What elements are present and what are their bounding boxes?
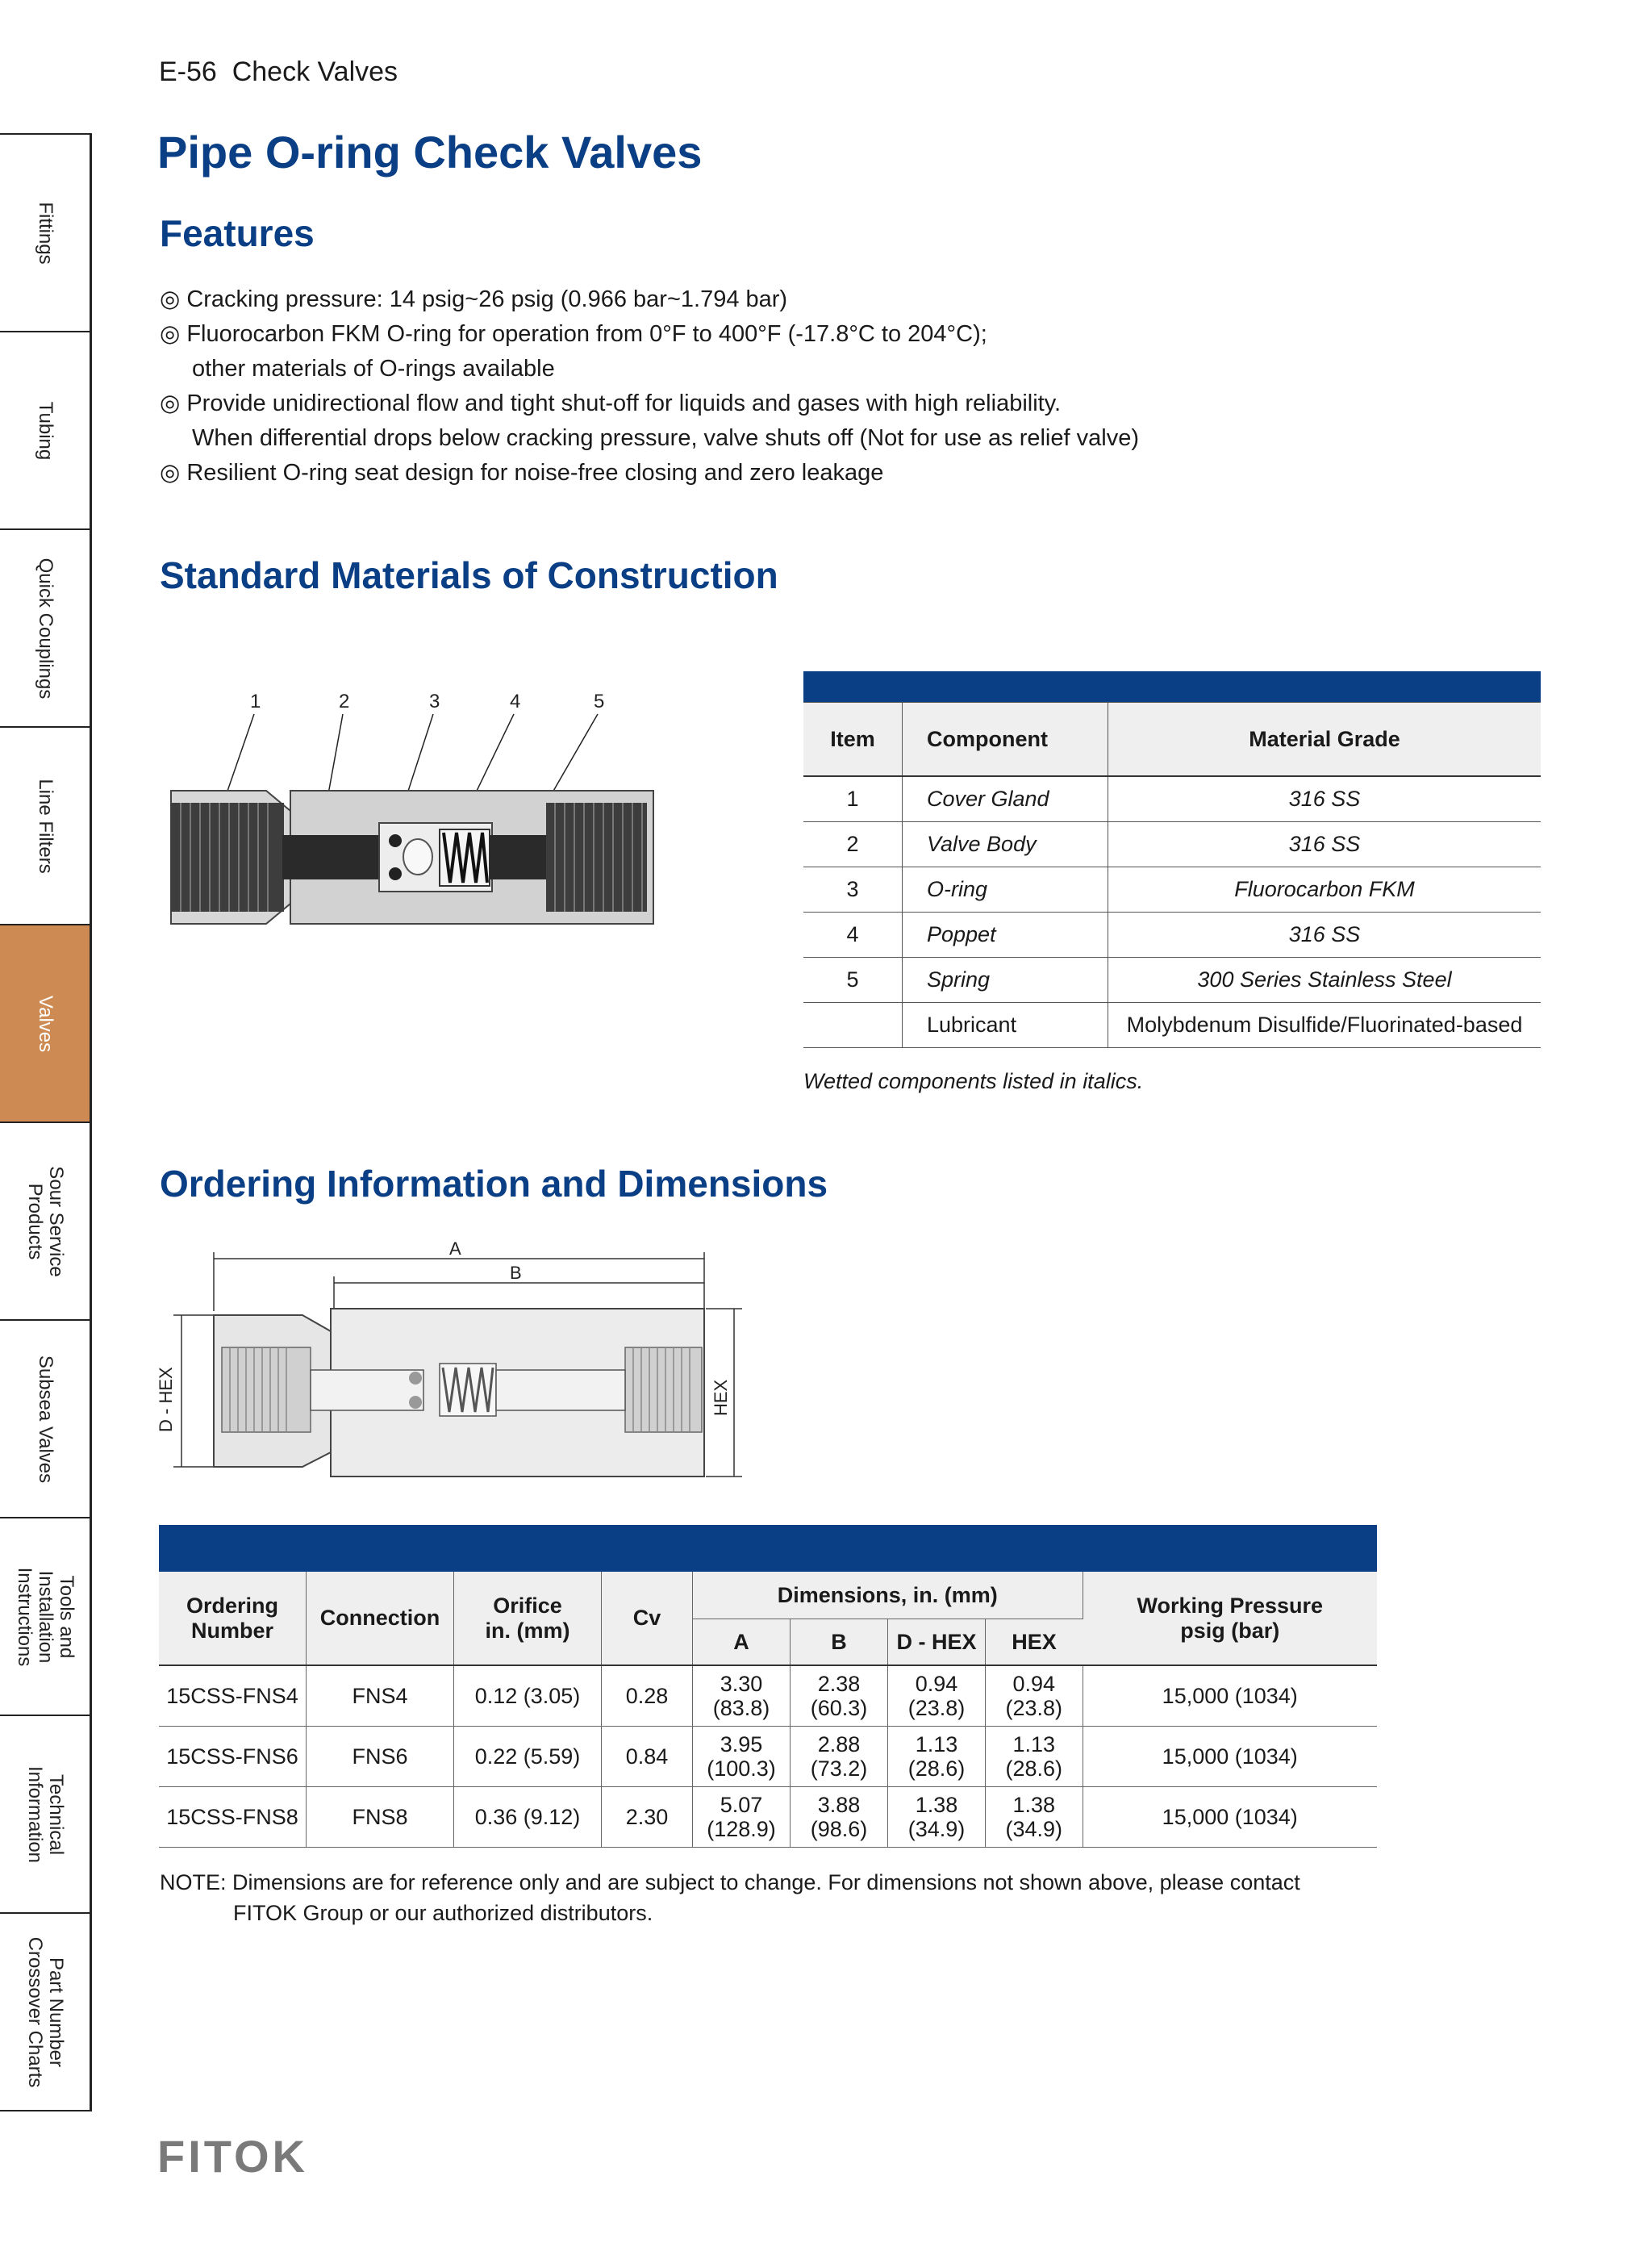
- col-header-connection: Connection: [307, 1572, 454, 1665]
- feature-line: [160, 421, 1139, 456]
- fitok-logo: FITOK: [157, 2131, 308, 2182]
- cell-component: Valve Body: [903, 822, 1108, 867]
- cell-material: Molybdenum Disulfide/Fluorinated-based: [1108, 1003, 1541, 1048]
- features-heading: Features: [160, 212, 315, 254]
- feature-text: Resilient O-ring seat design for noise-free closing and zero leakage: [186, 460, 884, 486]
- cell-hex: 0.94 (23.8): [986, 1665, 1083, 1727]
- feature-text: When differential drops below cracking pressure, valve shuts off (Not for use as relief valve): [192, 425, 1139, 451]
- materials-heading: Standard Materials of Construction: [160, 554, 778, 596]
- cell-component: O-ring: [903, 867, 1108, 913]
- callout-3: 3: [429, 691, 440, 712]
- cell-connection: FNS8: [307, 1787, 454, 1848]
- cell-orifice: 0.22 (5.59): [454, 1727, 602, 1787]
- cell-cv: 0.84: [602, 1727, 693, 1787]
- check-valve-cross-section: [161, 686, 678, 976]
- side-tab-part-number-crossover-charts[interactable]: [0, 1912, 92, 2110]
- bullet-icon: ◎: [160, 391, 181, 416]
- page-label: E-56 Check Valves: [159, 56, 398, 87]
- bullet-icon: ◎: [160, 460, 181, 486]
- cell-a: 3.30 (83.8): [693, 1665, 791, 1727]
- feature-line: [160, 456, 1139, 491]
- cell-connection: FNS4: [307, 1665, 454, 1727]
- side-tab-label: Fittings: [34, 201, 56, 265]
- cell-orifice: 0.36 (9.12): [454, 1787, 602, 1848]
- cell-component: Poppet: [903, 913, 1108, 958]
- cell-connection: FNS6: [307, 1727, 454, 1787]
- features-list: [160, 282, 1139, 491]
- feature-line: [160, 386, 1139, 421]
- col-header-item: Item: [803, 703, 903, 777]
- col-header-orifice: Orifice in. (mm): [454, 1572, 602, 1665]
- side-tab-fittings[interactable]: [0, 133, 92, 331]
- cell-number: 15CSS-FNS8: [159, 1787, 307, 1848]
- callout-5: 5: [594, 691, 605, 712]
- table-row: [803, 913, 1541, 958]
- side-tab-label: Quick Couplings: [34, 558, 56, 699]
- side-tab-quick-couplings[interactable]: [0, 528, 92, 726]
- cell-item: 2: [803, 822, 903, 867]
- cell-component: Spring: [903, 958, 1108, 1003]
- col-header-dimensions: Dimensions, in. (mm): [693, 1572, 1083, 1619]
- side-tab-label: Tools and Installation Instructions: [13, 1567, 77, 1666]
- side-tab-strip: [0, 133, 94, 2110]
- cell-cv: 0.28: [602, 1665, 693, 1727]
- feature-text: Provide unidirectional flow and tight shut-off for liquids and gases with high reliability.: [186, 391, 1062, 416]
- col-header-dim-hex: HEX: [986, 1619, 1083, 1666]
- cell-material: 316 SS: [1108, 822, 1541, 867]
- ordering-note-line1: NOTE: Dimensions are for reference only and are subject to change. For dimensions not shown above, please contact: [160, 1870, 1300, 1894]
- cell-dhex: 1.13 (28.6): [888, 1727, 986, 1787]
- dimension-drawing: [149, 1234, 762, 1501]
- col-header-dim-b: B: [791, 1619, 888, 1666]
- side-tab-technical-information[interactable]: [0, 1715, 92, 1912]
- table-row: [159, 1665, 1377, 1727]
- feature-text: Fluorocarbon FKM O-ring for operation from 0°F to 400°F (-17.8°C to 204°C);: [186, 321, 987, 347]
- cell-item: 4: [803, 913, 903, 958]
- table-row: [803, 1003, 1541, 1048]
- bullet-icon: ◎: [160, 286, 181, 312]
- side-tab-label: Tubing: [34, 401, 56, 460]
- page-title: Pipe O-ring Check Valves: [157, 127, 703, 178]
- table-row: [159, 1727, 1377, 1787]
- side-tab-label: Sour Service Products: [23, 1165, 67, 1277]
- cell-a: 5.07 (128.9): [693, 1787, 791, 1848]
- materials-table: [803, 671, 1541, 1048]
- cell-pressure: 15,000 (1034): [1083, 1727, 1377, 1787]
- cell-item: 5: [803, 958, 903, 1003]
- cell-component: Cover Gland: [903, 776, 1108, 822]
- dim-label-b: B: [510, 1263, 522, 1283]
- table-row: [803, 867, 1541, 913]
- cell-item: 3: [803, 867, 903, 913]
- cell-number: 15CSS-FNS6: [159, 1727, 307, 1787]
- side-tab-label: Technical Information: [23, 1765, 67, 1863]
- col-header-component: Component: [903, 703, 1108, 777]
- side-tab-line-filters[interactable]: [0, 726, 92, 924]
- feature-text: other materials of O-rings available: [192, 356, 555, 382]
- cell-pressure: 15,000 (1034): [1083, 1665, 1377, 1727]
- col-header-cv: Cv: [602, 1572, 693, 1665]
- cell-b: 2.88 (73.2): [791, 1727, 888, 1787]
- callout-4: 4: [510, 691, 521, 712]
- table-row: [159, 1787, 1377, 1848]
- col-header-ordering-number: Ordering Number: [159, 1572, 307, 1665]
- cell-item: [803, 1003, 903, 1048]
- side-tab-tubing[interactable]: [0, 331, 92, 528]
- cell-material: 316 SS: [1108, 776, 1541, 822]
- side-tab-bottom-rule: [0, 2110, 92, 2111]
- cell-dhex: 0.94 (23.8): [888, 1665, 986, 1727]
- col-header-dim-dhex: D - HEX: [888, 1619, 986, 1666]
- callout-1: 1: [250, 691, 261, 712]
- cell-component: Lubricant: [903, 1003, 1108, 1048]
- cell-hex: 1.13 (28.6): [986, 1727, 1083, 1787]
- col-header-material: Material Grade: [1108, 703, 1541, 777]
- cell-material: 300 Series Stainless Steel: [1108, 958, 1541, 1003]
- side-tab-sour-service-products[interactable]: [0, 1122, 92, 1319]
- cell-material: 316 SS: [1108, 913, 1541, 958]
- cell-cv: 2.30: [602, 1787, 693, 1848]
- callout-2: 2: [339, 691, 350, 712]
- side-tab-tools-and-installation-instructions[interactable]: [0, 1517, 92, 1715]
- cell-orifice: 0.12 (3.05): [454, 1665, 602, 1727]
- table-row: [803, 958, 1541, 1003]
- cell-pressure: 15,000 (1034): [1083, 1787, 1377, 1848]
- col-header-pressure: Working Pressure psig (bar): [1083, 1572, 1377, 1665]
- cell-number: 15CSS-FNS4: [159, 1665, 307, 1727]
- dim-label-a: A: [449, 1238, 461, 1259]
- side-tab-label: Subsea Valves: [34, 1355, 56, 1483]
- feature-text: Cracking pressure: 14 psig~26 psig (0.966 bar~1.794 bar): [186, 286, 788, 312]
- cell-b: 2.38 (60.3): [791, 1665, 888, 1727]
- bullet-icon: ◎: [160, 321, 181, 347]
- table-row: [803, 776, 1541, 822]
- dim-label-hex: HEX: [711, 1379, 731, 1416]
- cell-hex: 1.38 (34.9): [986, 1787, 1083, 1848]
- wetted-note: Wetted components listed in italics.: [803, 1069, 1144, 1093]
- feature-line: [160, 352, 1139, 386]
- cell-a: 3.95 (100.3): [693, 1727, 791, 1787]
- col-header-dim-a: A: [693, 1619, 791, 1666]
- side-tab-label: Line Filters: [34, 778, 56, 874]
- ordering-heading: Ordering Information and Dimensions: [160, 1163, 828, 1205]
- ordering-table: [159, 1525, 1377, 1848]
- table-row: [803, 822, 1541, 867]
- side-tab-valves[interactable]: [0, 924, 92, 1122]
- feature-line: [160, 317, 1139, 352]
- cell-item: 1: [803, 776, 903, 822]
- cell-material: Fluorocarbon FKM: [1108, 867, 1541, 913]
- cell-b: 3.88 (98.6): [791, 1787, 888, 1848]
- side-tab-label: Valves: [34, 995, 56, 1052]
- side-tab-label: Part Number Crossover Charts: [23, 1936, 67, 2087]
- feature-line: [160, 282, 1139, 317]
- ordering-note-line2: FITOK Group or our authorized distributors.: [233, 1901, 653, 1925]
- dim-label-dhex: D - HEX: [156, 1367, 176, 1432]
- side-tab-subsea-valves[interactable]: [0, 1319, 92, 1517]
- cell-dhex: 1.38 (34.9): [888, 1787, 986, 1848]
